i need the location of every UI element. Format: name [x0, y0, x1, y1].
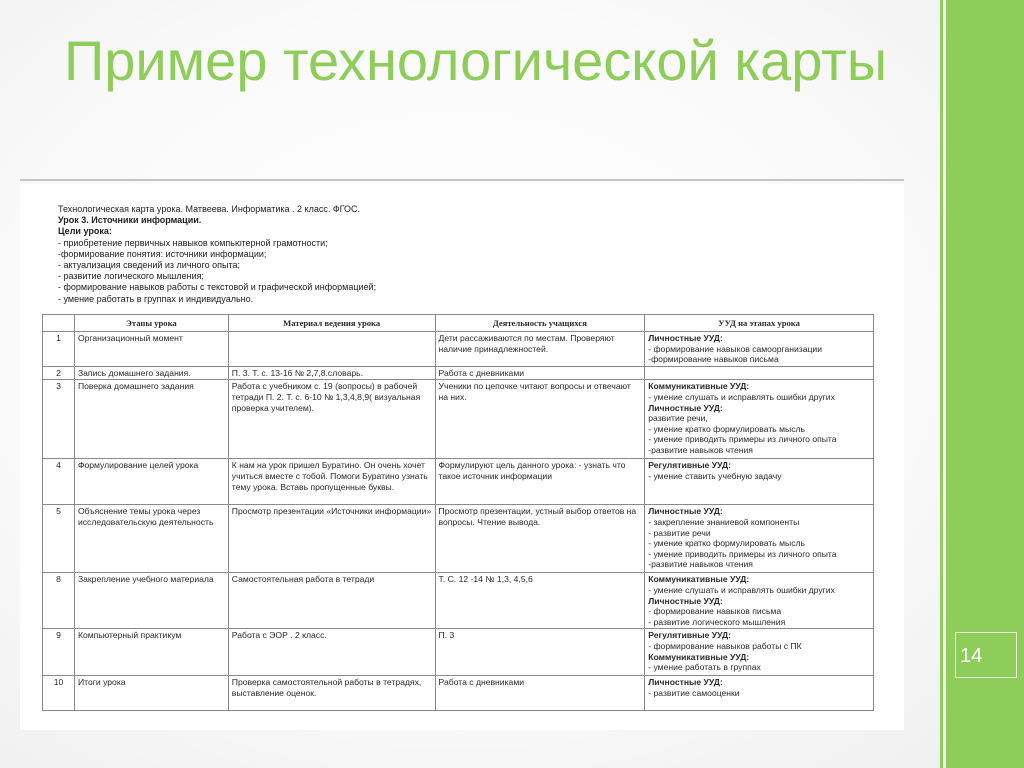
material-cell: Проверка самостоятельной работы в тетрадях, выставление оценок. [228, 676, 435, 711]
material-cell: Работа с учебником с. 19 (вопросы) в рабочей тетради П. 2. Т. с. 6-10 № 1,3,4,8,9( визуальная проверка учителем). [228, 380, 435, 459]
row-number-cell: 5 [43, 505, 75, 573]
uud-item: - формирование навыков самоорганизации [648, 343, 823, 354]
document-header-line: - формирование навыков работы с текстовой и графической информацией; [58, 282, 377, 293]
activity-cell: Дети рассаживаются по местам. Проверяют наличие принадлежностей. [435, 332, 645, 367]
column-header-uud: УУД на этапах урока [645, 315, 874, 332]
document-header-line: -формирование понятия: источники информации; [58, 248, 267, 259]
row-number-cell: 10 [43, 676, 75, 711]
uud-item: - закрепление знаниевой компоненты [648, 516, 800, 527]
uud-item: - умение ставить учебную задачу [648, 470, 782, 481]
activity-cell: Работа с дневниками [435, 676, 645, 711]
stage-cell: Компьютерный практикум [74, 629, 228, 676]
uud-cell [645, 366, 874, 380]
document-header-line: Технологическая карта урока. Матвеева. Информатика . 2 класс. ФГОС. [58, 204, 361, 214]
uud-item: - развитие речи [648, 527, 711, 538]
lesson-table [42, 314, 874, 711]
document-header [58, 204, 878, 305]
stage-cell: Закрепление учебного материала [74, 573, 228, 629]
table-row [43, 573, 874, 629]
uud-item: - умение кратко формулировать мысль [648, 538, 806, 549]
document-header-line: - приобретение первичных навыков компьютерной грамотности; [58, 237, 328, 248]
table-row [43, 366, 874, 380]
material-cell: Просмотр презентации «Источники информации» [228, 505, 435, 573]
uud-cell [645, 676, 874, 711]
stage-cell: Поверка домашнего задания [74, 380, 228, 459]
table-row [43, 459, 874, 505]
activity-cell: Т. С. 12 -14 № 1,3, 4,5,6 [435, 573, 645, 629]
uud-cell [645, 573, 874, 629]
uud-item: -развитие навыков чтения [648, 444, 753, 455]
uud-item: - развитие самооценки [648, 687, 740, 698]
uud-category-heading: Коммуникативные УУД: [648, 381, 750, 392]
row-number-cell: 3 [43, 380, 75, 459]
uud-category-heading: Коммуникативные УУД: [648, 574, 750, 585]
table-row [43, 380, 874, 459]
table-header-row [43, 315, 874, 332]
uud-category-heading: Регулятивные УУД: [648, 630, 731, 641]
document-header-line: - актуализация сведений из личного опыта; [58, 260, 240, 271]
material-cell: Работа с ЭОР . 2 класс. [228, 629, 435, 676]
uud-item: - умение приводить примеры из личного опыта [648, 434, 837, 445]
uud-cell [645, 380, 874, 459]
row-number-cell: 2 [43, 366, 75, 380]
uud-item: - умение слушать и исправлять ошибки других [648, 391, 835, 402]
material-cell: Самостоятельная работа в тетради [228, 573, 435, 629]
stage-cell: Формулирование целей урока [74, 459, 228, 505]
activity-cell: Ученики по цепочке читают вопросы и отвечают на них. [435, 380, 645, 459]
uud-category-heading: Личностные УУД: [648, 333, 723, 343]
page-number: 14 [955, 632, 1017, 678]
table-row [43, 332, 874, 367]
stage-cell: Организационный момент [74, 332, 228, 367]
column-header-stage: Этапы урока [74, 315, 228, 332]
stage-cell: Запись домашнего задания. [74, 366, 228, 380]
uud-item: - формирование навыков письма [648, 606, 782, 617]
document-header-line: - развитие логического мышления; [58, 271, 204, 282]
activity-cell: П. 3 [435, 629, 645, 676]
uud-item: - умение кратко формулировать мысль [648, 423, 806, 434]
uud-category-heading: Коммуникативные УУД: [648, 651, 750, 662]
uud-category-heading: Личностные УУД: [648, 595, 723, 606]
uud-item: - умение слушать и исправлять ошибки других [648, 584, 835, 595]
activity-cell: Формулируют цель данного урока: - узнать что такое источник информации [435, 459, 645, 505]
uud-category-heading: Личностные УУД: [648, 506, 723, 517]
row-number-cell: 4 [43, 459, 75, 505]
table-row [43, 629, 874, 676]
row-number-cell: 1 [43, 332, 75, 367]
material-cell: П. 3. Т. с. 13-16 № 2,7,8.словарь. [228, 366, 435, 380]
uud-item: - умение работать в группах [648, 662, 761, 673]
document-header-line: Цели урока: [58, 226, 112, 237]
activity-cell: Работа с дневниками [435, 366, 645, 380]
material-cell [228, 332, 435, 367]
column-header-number [43, 315, 75, 332]
uud-cell [645, 505, 874, 573]
uud-item: - умение приводить примеры из личного опыта [648, 548, 837, 559]
uud-category-heading: Личностные УУД: [648, 402, 723, 413]
row-number-cell: 8 [43, 573, 75, 629]
uud-cell [645, 459, 874, 505]
document-header-line: Урок 3. Источники информации. [58, 215, 202, 226]
uud-category-heading: Регулятивные УУД: [648, 460, 731, 471]
stage-cell: Итоги урока [74, 676, 228, 711]
table-row [43, 676, 874, 711]
document-image [20, 184, 904, 730]
uud-item: -формирование навыков письма [648, 354, 779, 365]
uud-item: -развитие навыков чтения [648, 559, 753, 570]
document-header-line: - умение работать в группах и индивидуально. [58, 293, 254, 304]
row-number-cell: 9 [43, 629, 75, 676]
uud-category-heading: Личностные УУД: [648, 677, 723, 688]
uud-item: - формирование навыков работы с ПК [648, 640, 802, 651]
column-header-material: Материал ведения урока [228, 315, 435, 332]
uud-cell [645, 629, 874, 676]
slide-title: Пример технологической карты [64, 29, 888, 92]
uud-item: развитие речи, [648, 413, 708, 424]
uud-cell [645, 332, 874, 367]
uud-item: - развитие логического мышления [648, 616, 786, 627]
table-row [43, 505, 874, 573]
title-divider [20, 179, 904, 181]
activity-cell: Просмотр презентации, устный выбор ответов на вопросы. Чтение вывода. [435, 505, 645, 573]
accent-stripe [940, 0, 943, 768]
material-cell: К нам на урок пришел Буратино. Он очень хочет учиться вместе с тобой. Помоги Буратино узнать тему урока. Вставь пропущенные буквы. [228, 459, 435, 505]
column-header-activity: Деятельность учащихся [435, 315, 645, 332]
stage-cell: Объяснение темы урока через исследовательскую деятельность [74, 505, 228, 573]
